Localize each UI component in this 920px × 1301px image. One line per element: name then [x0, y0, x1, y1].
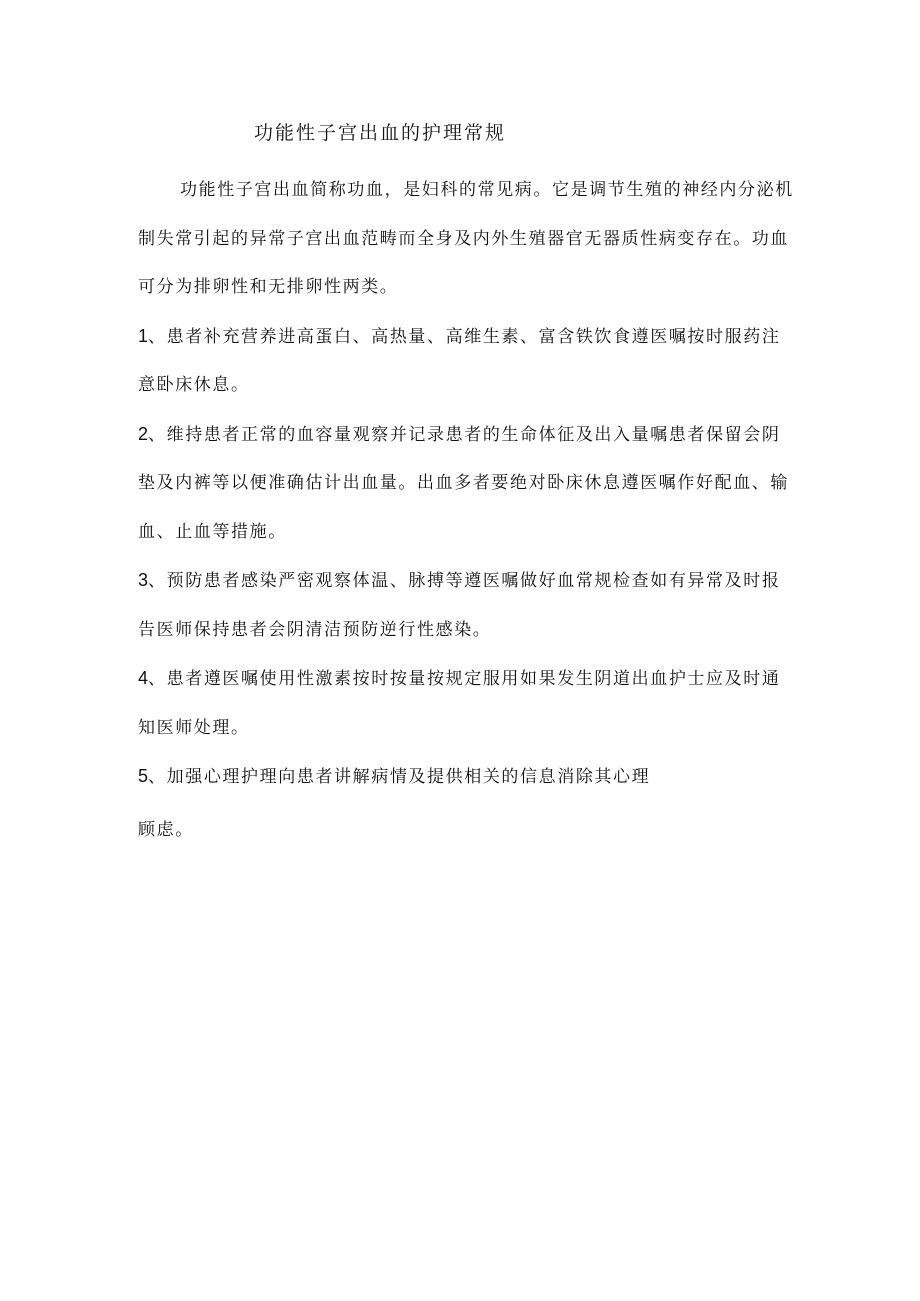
list-item-2 [138, 410, 798, 557]
document-body [138, 166, 798, 854]
document-title: 功能性子宫出血的护理常规 [254, 122, 507, 144]
list-item-number: 3 [138, 570, 149, 590]
list-item-1 [138, 312, 798, 410]
list-item-4 [138, 654, 798, 752]
list-item-number: 5 [138, 766, 149, 786]
closing-line: 顾虑。 [138, 819, 194, 840]
list-item-text: 、预防患者感染严密观察体温、脉搏等遵医嘱做好血常规检查如有异常及时报告医师保持患者会阴清洁预防逆行性感染。 [138, 571, 781, 640]
list-item-text: 、加强心理护理向患者讲解病情及提供相关的信息消除其心理 [148, 767, 651, 787]
list-item-number: 4 [138, 668, 149, 688]
list-item-3 [138, 556, 798, 654]
list-item-5 [138, 752, 798, 802]
list-item-text: 、维持患者正常的血容量观察并记录患者的生命体征及出入量嘱患者保留会阴垫及内裤等以便准确估计出血量。出血多者要绝对卧床休息遵医嘱作好配血、输血、止血等措施。 [138, 424, 789, 542]
list-item-text: 、患者遵医嘱使用性激素按时按量按规定服用如果发生阴道出血护士应及时通知医师处理。 [138, 669, 781, 738]
intro-paragraph: 功能性子宫出血简称功血，是妇科的常见病。它是调节生殖的神经内分泌机制失常引起的异常子宫出血范畴而全身及内外生殖器官无器质性病变存在。功血可分为排卵性和无排卵性两类。 [138, 180, 794, 297]
list-item-number: 2 [138, 423, 149, 444]
list-item-number: 1 [138, 325, 149, 346]
list-item-text: 、患者补充营养进高蛋白、高热量、高维生素、富含铁饮食遵医嘱按时服药注意卧床休息。 [138, 326, 781, 395]
